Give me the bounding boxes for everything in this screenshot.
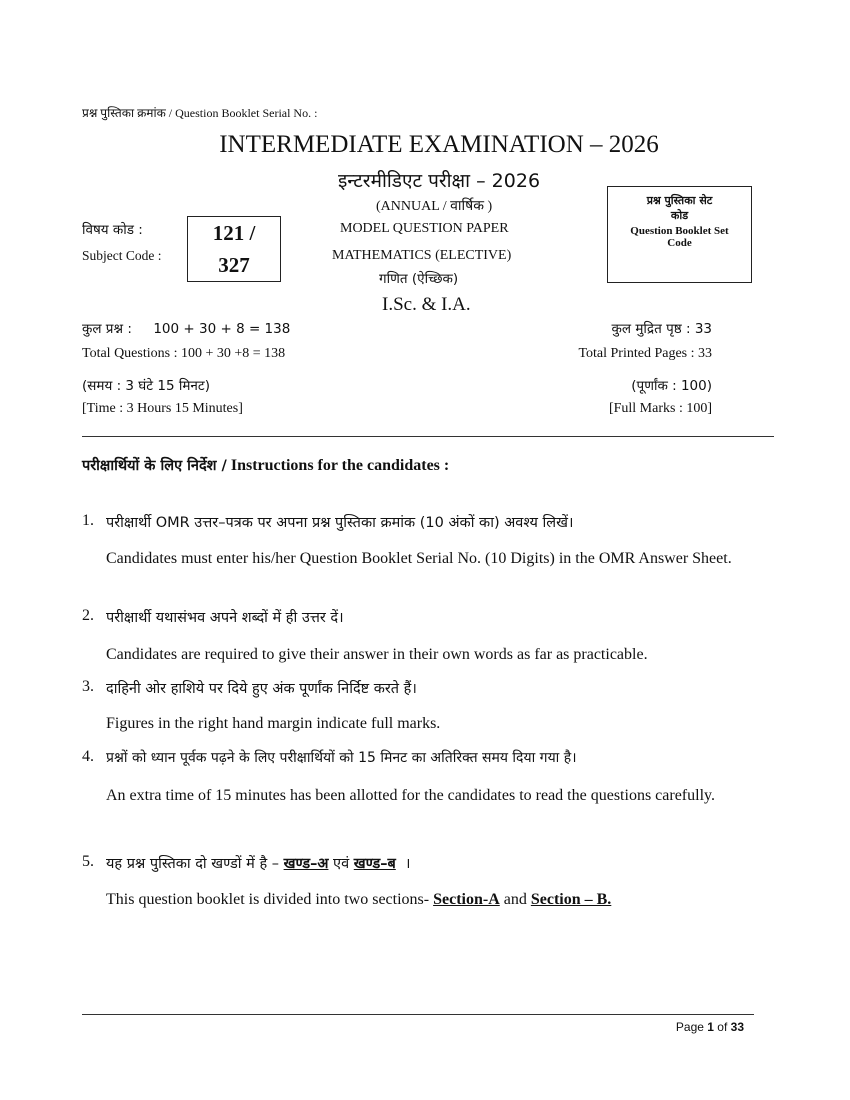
instruction-1-hindi: परीक्षार्थी OMR उत्तर–पत्रक पर अपना प्रश्न पुस्तिका क्रमांक (10 अंकों का) अवश्य लिखें।: [106, 515, 574, 531]
instructions-heading: [82, 455, 449, 475]
subject-name-english: MATHEMATICS (ELECTIVE): [332, 248, 512, 263]
instructions-heading-hindi: परीक्षार्थियों के लिए निर्देश /: [82, 458, 227, 474]
subject-code-line2: 327: [218, 253, 250, 277]
section-b-hindi: खण्ड–ब: [353, 856, 396, 872]
header-divider: [82, 436, 774, 437]
instruction-5-number: 5.: [82, 853, 94, 870]
total-pages-english: Total Printed Pages : 33: [578, 346, 712, 361]
subject-code-line1: 121 /: [212, 221, 256, 245]
exam-title-hindi: इन्टरमीडिएट परीक्षा – 2026: [337, 170, 541, 192]
of-word: of: [713, 1020, 731, 1034]
total-questions-hindi: कुल प्रश्न : 100 + 30 + 8 = 138: [82, 321, 291, 337]
instruction-4-number: 4.: [82, 748, 94, 765]
instruction-3-english: Figures in the right hand margin indicate full marks.: [106, 715, 441, 732]
subject-name-hindi: गणित (ऐच्छिक): [379, 271, 459, 287]
total-questions-english: Total Questions : 100 + 30 +8 = 138: [82, 346, 286, 361]
subject-code-label-english: Subject Code :: [82, 248, 162, 263]
model-paper-label: MODEL QUESTION PAPER: [340, 221, 509, 236]
stream-label: I.Sc. & I.A.: [382, 294, 471, 315]
section-a-english: Section-A: [433, 891, 500, 908]
instruction-1-english: Candidates must enter his/her Question Booklet Serial No. (10 Digits) in the OMR Answer Sheet.: [106, 550, 732, 567]
instruction-5-hindi-mid: एवं: [328, 856, 354, 872]
instruction-2-hindi: परीक्षार्थी यथासंभव अपने शब्दों में ही उत्तर दें।: [106, 610, 344, 626]
set-code-label-english-2: Code: [667, 237, 692, 249]
total-pages-hindi: कुल मुद्रित पृष्ठ : 33: [611, 321, 712, 337]
subject-code-label-hindi: विषय कोड :: [82, 222, 143, 238]
set-code-label-hindi-2: कोड: [670, 209, 689, 222]
section-b-english: Section – B.: [530, 891, 612, 908]
subject-code-box: [187, 216, 281, 282]
instruction-2-number: 2.: [82, 607, 94, 624]
serial-number-label: प्रश्न पुस्तिका क्रमांक / Question Booklet Serial No. :: [82, 106, 318, 120]
set-code-label-hindi-1: प्रश्न पुस्तिका सेट: [646, 194, 713, 207]
time-english: [Time : 3 Hours 15 Minutes]: [82, 401, 243, 416]
footer-divider: [82, 1014, 754, 1015]
page-number: [676, 1020, 744, 1034]
instruction-5-hindi: [106, 853, 411, 873]
set-code-box: [607, 186, 752, 283]
instruction-4-english: An extra time of 15 minutes has been allotted for the candidates to read the questions carefully.: [106, 787, 715, 804]
instruction-5-english-pre: This question booklet is divided into two sections-: [106, 891, 434, 908]
instruction-5-hindi-post: ।: [395, 856, 411, 872]
instruction-5-english: [106, 888, 748, 911]
instruction-3-hindi: दाहिनी ओर हाशिये पर दिये हुए अंक पूर्णांक निर्दिष्ट करते हैं।: [106, 681, 417, 697]
exam-title-english: INTERMEDIATE EXAMINATION – 2026: [219, 131, 659, 158]
instruction-3-number: 3.: [82, 678, 94, 695]
page-word: Page: [675, 1020, 708, 1034]
time-hindi: (समय : 3 घंटे 15 मिनट): [82, 378, 210, 394]
full-marks-hindi: (पूर्णांक : 100): [631, 378, 712, 394]
set-code-label-english-1: Question Booklet Set: [630, 225, 729, 237]
section-a-hindi: खण्ड–अ: [283, 856, 329, 872]
full-marks-english: [Full Marks : 100]: [608, 401, 712, 416]
instruction-4-hindi: प्रश्नों को ध्यान पूर्वक पढ़ने के लिए परीक्षार्थियों को 15 मिनट का अतिरिक्त समय दिया गया है।: [106, 750, 577, 766]
instruction-5-english-mid: and: [499, 891, 531, 908]
instruction-2-english: Candidates are required to give their answer in their own words as far as practicable.: [106, 646, 648, 663]
page-total: 33: [730, 1020, 744, 1034]
annual-label: (ANNUAL / वार्षिक ): [376, 199, 493, 214]
instruction-5-hindi-pre: यह प्रश्न पुस्तिका दो खण्डों में है –: [106, 856, 284, 872]
page-current: 1: [707, 1020, 714, 1034]
instructions-heading-english: Instructions for the candidates :: [230, 457, 450, 474]
instruction-1-number: 1.: [82, 512, 94, 529]
